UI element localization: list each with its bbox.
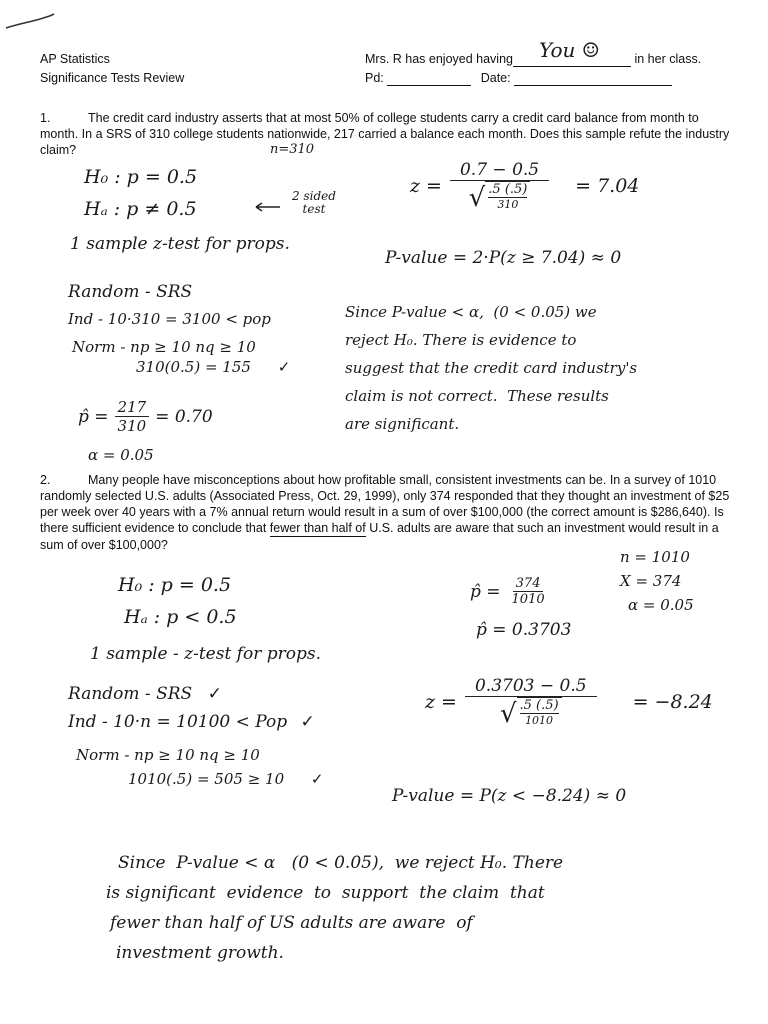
- q2-z-radicand: [517, 697, 562, 727]
- q1-two-sided-note: 2 sided test: [292, 189, 336, 216]
- q1-phat-label: p̂ =: [78, 406, 109, 427]
- q2-random-text: Random - SRS: [68, 684, 193, 704]
- date-label: Date:: [480, 71, 511, 85]
- q1-z-fraction: [450, 160, 549, 211]
- q1-text: The credit card industry asserts that at most 50% of college students carry a credit card balance from month to month. In a SRS of 310 college students nationwide, 217 carried a balance each month. Does this sample refute the industry claim?: [40, 111, 730, 157]
- q2-p-value: P-value = P(z < −8.24) ≈ 0: [392, 786, 627, 806]
- q2-condition-normal-calc: [128, 770, 323, 788]
- q2-phat-label: p̂ =: [470, 581, 501, 602]
- q2-text-underlined: fewer than half of: [269, 521, 366, 535]
- q2-text-b: U.S. adults are aware that such an investment would result in a sum of over $100,000?: [40, 521, 719, 552]
- q1-phat-fraction: [115, 398, 150, 435]
- q1-conclusion-line-5: are significant.: [345, 415, 460, 433]
- pd-date-line: [365, 71, 672, 86]
- q2-z-fraction: [465, 676, 597, 727]
- pd-fill-line: [387, 71, 471, 86]
- q2-normal-calc-text: 1010(.5) = 505 ≥ 10: [128, 770, 285, 788]
- q2-condition-normal: Norm - np ≥ 10 nq ≥ 10: [76, 746, 260, 764]
- q1-alpha: α = 0.05: [88, 446, 154, 464]
- sqrt-icon: √ .5 (.5) 310: [469, 181, 531, 211]
- q2-phat-value: p̂ = 0.3703: [476, 620, 572, 640]
- q2-condition-independence: [68, 712, 315, 732]
- q2-prompt: [40, 472, 730, 553]
- worksheet-subtitle: Significance Tests Review: [40, 71, 185, 85]
- q2-conclusion-line-1: Since P-value < α (0 < 0.05), we reject H₀. There: [118, 853, 564, 873]
- q2-alt-hypothesis: Hₐ : p < 0.5: [124, 606, 237, 628]
- checkmark-icon: ✓: [300, 712, 315, 732]
- q2-note-alpha: α = 0.05: [628, 596, 694, 614]
- q2-z-num: 0.3703 − 0.5: [465, 676, 597, 697]
- q2-z-label: z =: [425, 690, 457, 713]
- q1-phat: [78, 398, 213, 435]
- q1-number: 1.: [40, 111, 51, 125]
- q2-number: 2.: [40, 473, 51, 487]
- date-fill-line: [514, 71, 672, 86]
- q1-condition-independence: Ind - 10·310 = 3100 < pop: [68, 310, 271, 328]
- q2-z-value: = −8.24: [632, 690, 713, 713]
- q2-note-x: X = 374: [620, 572, 682, 590]
- q1-z-radicand: [485, 181, 530, 211]
- q2-condition-random: [68, 684, 222, 704]
- q1-z-rad-den: 310: [497, 198, 519, 211]
- q1-z-den: [466, 181, 534, 211]
- q2-z-den: [497, 697, 565, 727]
- q2-null-hypothesis: H₀ : p = 0.5: [118, 574, 232, 596]
- q1-z-num: 0.7 − 0.5: [450, 160, 549, 181]
- q1-conclusion-line-4: claim is not correct. These results: [345, 387, 609, 405]
- q1-conclusion-line-3: suggest that the credit card industry's: [345, 359, 638, 377]
- checkmark-icon: ✓: [310, 770, 324, 788]
- q1-z-rad-num: .5 (.5): [488, 182, 528, 197]
- q2-phat-num: 374: [513, 576, 544, 592]
- q1-prompt: [40, 110, 730, 158]
- q2-z-rad-den: 1010: [525, 714, 554, 727]
- q1-z-value: = 7.04: [575, 174, 640, 197]
- q2-z-rad-num: .5 (.5): [519, 698, 559, 713]
- checkmark-icon: ✓: [207, 684, 222, 704]
- teacher-line-start: Mrs. R has enjoyed having: [365, 52, 513, 66]
- q2-conclusion-line-4: investment growth.: [116, 943, 284, 963]
- q1-conclusion: [345, 298, 637, 438]
- q1-phat-value: = 0.70: [155, 406, 213, 427]
- q1-test-name: 1 sample z-test for props.: [70, 234, 290, 254]
- name-fill-line: [513, 38, 631, 67]
- q2-phat: [470, 576, 548, 607]
- q1-condition-normal: Norm - np ≥ 10 nq ≥ 10: [72, 338, 256, 356]
- q1-condition-normal-calc: [136, 358, 290, 376]
- q2-phat-den: 1010: [511, 592, 545, 607]
- q1-conclusion-line-2: reject H₀. There is evidence to: [345, 331, 577, 349]
- q1-phat-num: 217: [115, 398, 150, 417]
- q2-conclusion: [106, 848, 564, 968]
- pen-scribble-mark: [4, 10, 56, 32]
- pd-label: Pd:: [365, 71, 384, 85]
- arrow-left-icon: [252, 200, 282, 214]
- q1-phat-den: 310: [117, 417, 147, 435]
- q1-z-label: z =: [410, 174, 442, 197]
- q1-condition-random: Random - SRS: [68, 282, 193, 302]
- q2-conclusion-line-2: is significant evidence to support the claim that: [106, 883, 545, 903]
- q2-z-formula: [425, 676, 713, 727]
- q1-alt-hypothesis: Hₐ : p ≠ 0.5: [84, 198, 197, 220]
- q2-text-a: Many people have misconceptions about how profitable small, consistent investments can be. In a survey of 1010 randomly selected U.S. adults (Associated Press, Oct. 29, 1999), only 374 responded that they thought an investment of $25 per week over 40 years with a 7% annual return would result in a sum of over $100,000 (the correct amount is $286,640). Is there sufficient evidence to conclude that: [40, 473, 730, 535]
- q2-test-name: 1 sample - z-test for props.: [90, 644, 321, 664]
- teacher-line-end: in her class.: [634, 52, 702, 66]
- course-title: AP Statistics: [40, 52, 110, 66]
- q2-ind-text: Ind - 10·n = 10100 < Pop: [68, 712, 288, 732]
- q1-null-hypothesis: H₀ : p = 0.5: [84, 166, 198, 188]
- sqrt-icon: √ .5 (.5) 1010: [500, 697, 562, 727]
- q1-p-value: P-value = 2·P(z ≥ 7.04) ≈ 0: [385, 248, 622, 268]
- q1-z-formula: [410, 160, 639, 211]
- q2-phat-fraction: [509, 576, 548, 607]
- q2-conclusion-line-3: fewer than half of US adults are aware of: [110, 913, 473, 933]
- q2-note-n: n = 1010: [620, 548, 690, 566]
- handwritten-name: You ☺: [539, 38, 600, 62]
- q1-note-n: n=310: [270, 142, 315, 157]
- teacher-line: [365, 38, 702, 67]
- q1-normal-calc-text: 310(0.5) = 155: [136, 358, 251, 376]
- checkmark-icon: ✓: [277, 358, 291, 376]
- q1-conclusion-line-1: Since P-value < α, (0 < 0.05) we: [345, 303, 597, 321]
